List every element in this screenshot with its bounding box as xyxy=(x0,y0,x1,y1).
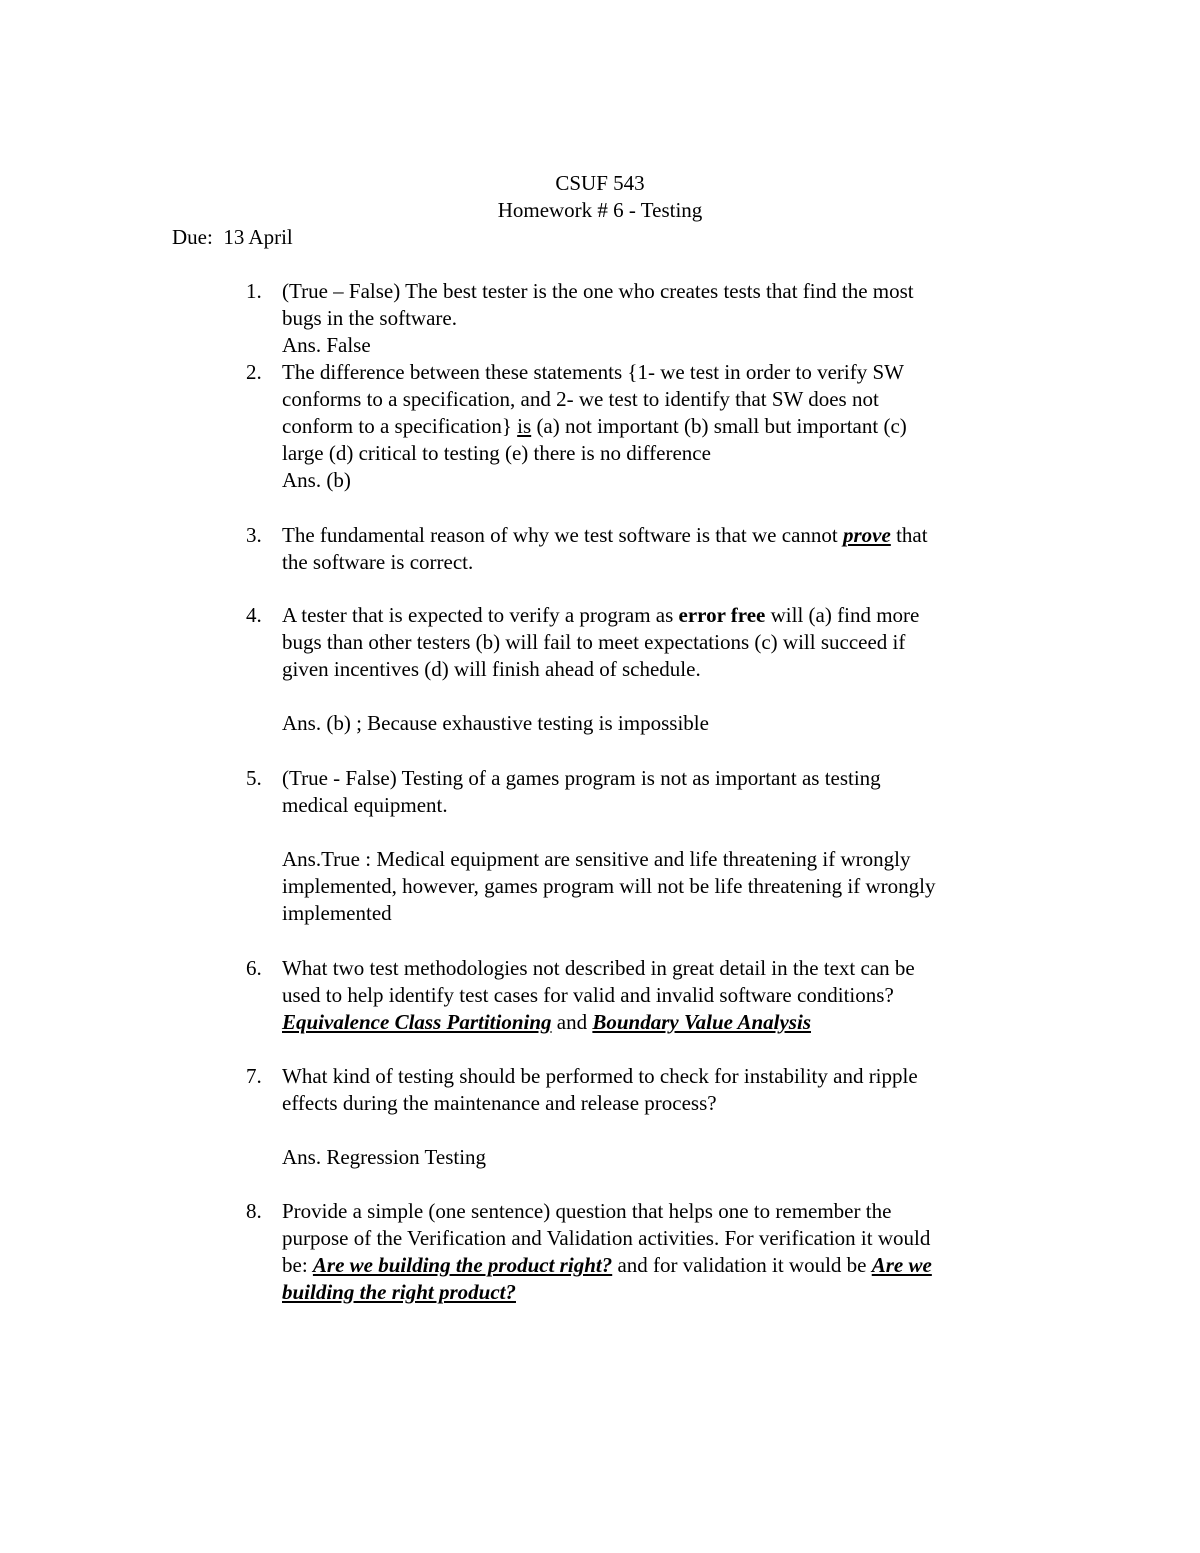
text-segment: (a) not important (b) small but important (c) xyxy=(531,414,907,438)
text-segment: and for validation it would be xyxy=(612,1253,872,1277)
text-line: large (d) critical to testing (e) there is no difference xyxy=(282,441,711,465)
question-number: 6. xyxy=(246,956,262,980)
blank-line xyxy=(282,683,1027,710)
text-line: effects during the maintenance and release process? xyxy=(282,1091,717,1115)
blank-line xyxy=(282,1117,1027,1144)
text-line: What kind of testing should be performed to check for instability and ripple xyxy=(282,1064,918,1088)
text-line: The difference between these statements {1- we test in order to verify SW xyxy=(282,360,904,384)
question-number: 4. xyxy=(246,603,262,627)
question-text xyxy=(282,359,1027,494)
due-label: Due: xyxy=(172,225,213,249)
question-number: 2. xyxy=(246,360,262,384)
question-text xyxy=(282,1063,1027,1171)
underlined-word: is xyxy=(517,414,532,438)
question-text xyxy=(282,522,1027,576)
text-line: What two test methodologies not described in great detail in the text can be xyxy=(282,956,915,980)
text-line: (True – False) The best tester is the one who creates tests that find the most xyxy=(282,279,914,303)
text-line: conforms to a specification, and 2- we test to identify that SW does not xyxy=(282,387,879,411)
text-line xyxy=(282,522,1027,549)
bold-phrase: error free xyxy=(678,603,766,627)
text-line: used to help identify test cases for valid and invalid software conditions? xyxy=(282,983,894,1007)
text-segment: and xyxy=(551,1010,593,1034)
due-date: 13 April xyxy=(223,225,293,249)
text-line: the software is correct. xyxy=(282,550,474,574)
answer-phrase: Are we xyxy=(871,1253,932,1277)
course-title: CSUF 543 xyxy=(555,171,645,195)
text-line xyxy=(282,1252,1027,1279)
question-number: 5. xyxy=(246,766,262,790)
text-line xyxy=(282,1279,1027,1306)
question-text xyxy=(282,765,1027,927)
text-segment: that xyxy=(890,523,928,547)
text-segment: A tester that is expected to verify a program as xyxy=(282,603,679,627)
answer-phrase: building the right product? xyxy=(282,1280,516,1304)
answer-term: Boundary Value Analysis xyxy=(592,1010,811,1034)
answer-line: implemented, however, games program will not be life threatening if wrongly xyxy=(282,874,936,898)
assignment-title: Homework # 6 - Testing xyxy=(497,198,703,222)
answer-line: Ans. False xyxy=(282,333,371,357)
question-text xyxy=(282,955,1027,1036)
emphasized-word: prove xyxy=(842,523,891,547)
text-line: Provide a simple (one sentence) question that helps one to remember the xyxy=(282,1199,892,1223)
answer-term: Equivalence Class Partitioning xyxy=(282,1010,552,1034)
answer-line: Ans. Regression Testing xyxy=(282,1145,487,1169)
text-line xyxy=(282,413,1027,440)
question-number: 8. xyxy=(246,1199,262,1223)
due-line xyxy=(172,224,293,251)
answer-line: Ans.True : Medical equipment are sensitive and life threatening if wrongly xyxy=(282,847,911,871)
text-line: given incentives (d) will finish ahead of schedule. xyxy=(282,657,701,681)
question-number: 7. xyxy=(246,1064,262,1088)
text-line: bugs than other testers (b) will fail to meet expectations (c) will succeed if xyxy=(282,630,906,654)
answer-phrase: Are we building the product right? xyxy=(312,1253,613,1277)
blank-line xyxy=(282,819,1027,846)
question-text xyxy=(282,602,1027,737)
text-segment: conform to a specification} xyxy=(282,414,518,438)
question-text xyxy=(282,278,1027,359)
answer-line: Ans. (b) ; Because exhaustive testing is impossible xyxy=(282,711,709,735)
question-number: 3. xyxy=(246,523,262,547)
text-line xyxy=(282,602,1027,629)
answer-line: Ans. (b) xyxy=(282,468,351,492)
text-segment: be: xyxy=(282,1253,313,1277)
text-segment: will (a) find more xyxy=(765,603,920,627)
answer-line xyxy=(282,1009,1027,1036)
text-line: bugs in the software. xyxy=(282,306,457,330)
text-line: (True - False) Testing of a games program is not as important as testing xyxy=(282,766,881,790)
text-line: purpose of the Verification and Validation activities. For verification it would xyxy=(282,1226,931,1250)
text-segment: The fundamental reason of why we test software is that we cannot xyxy=(282,523,843,547)
text-line: medical equipment. xyxy=(282,793,448,817)
question-number: 1. xyxy=(246,279,262,303)
question-text xyxy=(282,1198,1027,1306)
answer-line: implemented xyxy=(282,901,392,925)
